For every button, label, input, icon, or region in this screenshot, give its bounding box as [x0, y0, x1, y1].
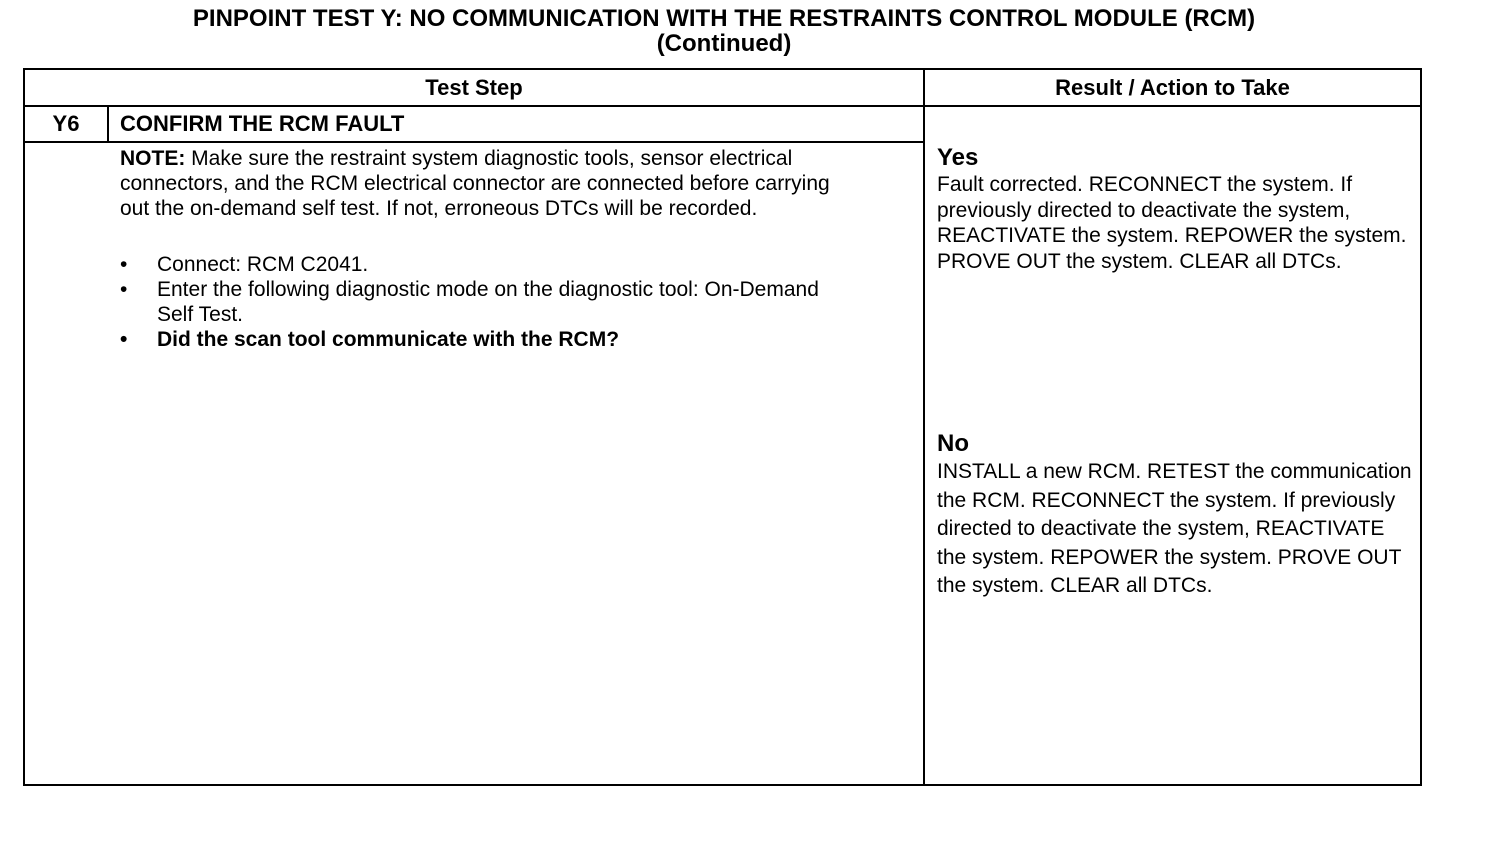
note-text: Make sure the restraint system diagnostic tools, sensor electrical connectors, and the RCM electrical connector are connected before carrying out the on-demand self test. If not, erroneous DTCs will be recorded. — [120, 147, 830, 220]
column-divider — [923, 70, 925, 784]
list-item: • Enter the following diagnostic mode on the diagnostic tool: On-Demand Self Test. — [120, 277, 840, 327]
step-question: • Did the scan tool communicate with the RCM? — [120, 327, 840, 352]
step-note — [120, 146, 840, 221]
step-instructions — [120, 252, 840, 352]
result-yes-label: Yes — [937, 144, 979, 171]
note-label: NOTE: — [120, 147, 186, 170]
result-yes-text: Fault corrected. RECONNECT the system. If previously directed to deactivate the system, REACTIVATE the system. REPOWER the system. PROVE OUT the system. CLEAR all DTCs. — [937, 173, 1407, 273]
step-id: Y6 — [52, 111, 80, 136]
header-result-action: Result / Action to Take — [1055, 75, 1290, 100]
list-item: • Connect: RCM C2041. — [120, 252, 840, 277]
step-title-divider — [25, 141, 923, 143]
result-no-label: No — [937, 430, 969, 457]
header-test-step: Test Step — [425, 75, 523, 100]
pinpoint-test-table — [23, 68, 1422, 786]
page-subtitle: (Continued) — [656, 30, 792, 57]
page-title: PINPOINT TEST Y: NO COMMUNICATION WITH THE RESTRAINTS CONTROL MODULE (RCM) — [192, 5, 1256, 32]
step-title: CONFIRM THE RCM FAULT — [120, 111, 405, 136]
result-no-text: INSTALL a new RCM. RETEST the communication the RCM. RECONNECT the system. If previously directed to deactivate the system, REACTIVATE the system. REPOWER the system. PROVE OUT the system. CLEAR all DTCs. — [937, 460, 1412, 597]
step-id-divider — [107, 105, 109, 141]
